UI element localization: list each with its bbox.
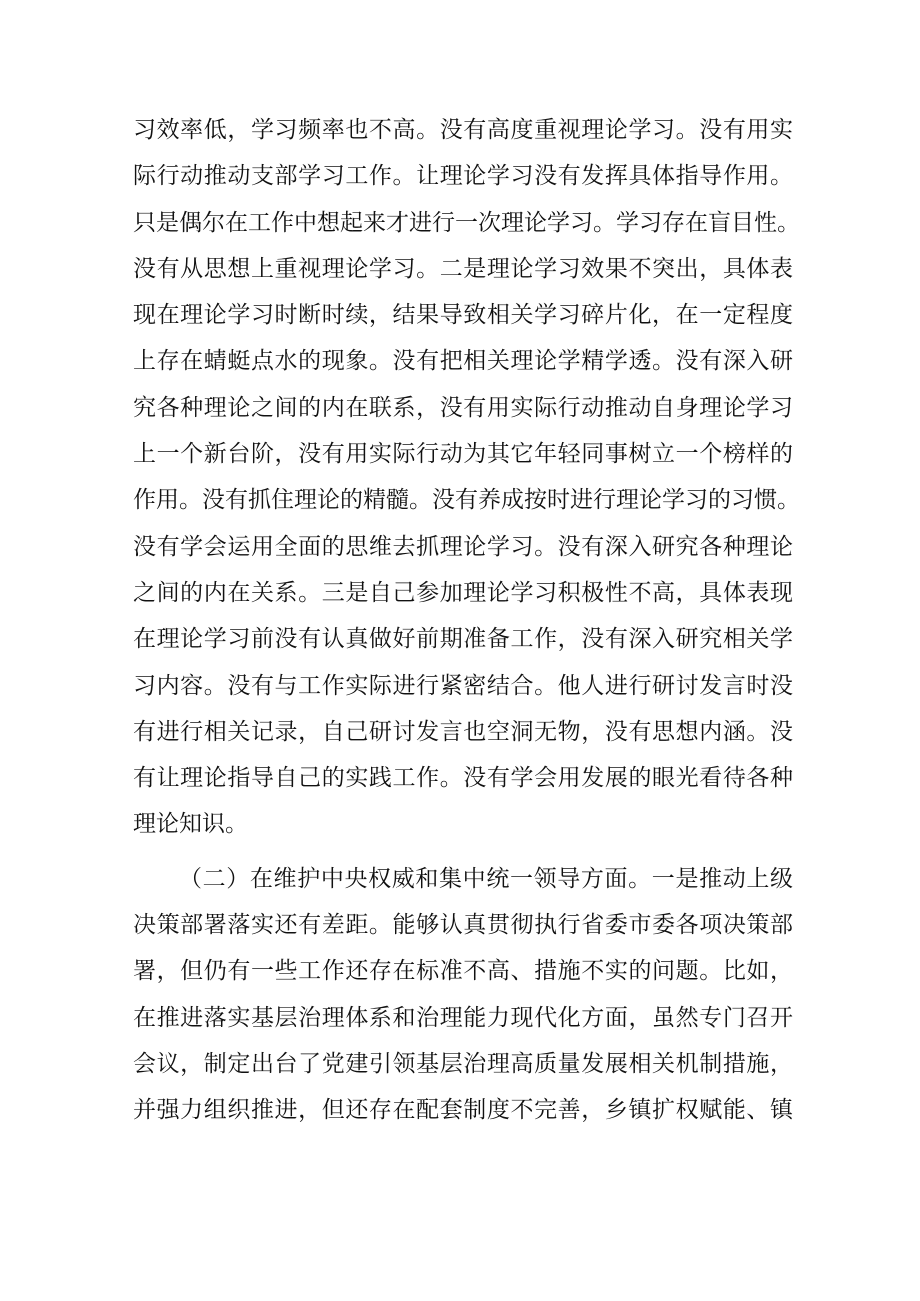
paragraph-gap	[133, 848, 793, 856]
text-line: 理论知识。	[133, 811, 248, 838]
text-line: 现在理论学习时断时续，结果导致相关学习碎片化，在一定程度	[133, 302, 793, 329]
text-line: 没有学会运用全面的思维去抓理论学习。没有深入研究各种理论	[133, 533, 793, 560]
text-line: 作用。没有抓住理论的精髓。没有养成按时进行理论学习的习惯。	[133, 487, 800, 514]
text-line: 在理论学习前没有认真做好前期准备工作，没有深入研究相关学	[133, 626, 793, 653]
paragraph-2	[133, 856, 793, 1134]
document-body	[133, 107, 800, 1134]
text-line: 究各种理论之间的内在联系，没有用实际行动推动自身理论学习	[133, 394, 793, 421]
paragraph-1	[133, 107, 800, 848]
text-line: 只是偶尔在工作中想起来才进行一次理论学习。学习存在盲目性。	[133, 209, 800, 236]
text-line: 上一个新台阶，没有用实际行动为其它年轻同事树立一个榜样的	[133, 441, 793, 468]
text-line: 有进行相关记录，自己研讨发言也空洞无物，没有思想内涵。没	[133, 718, 793, 745]
text-line: 上存在蜻蜓点水的现象。没有把相关理论学精学透。没有深入研	[133, 348, 793, 375]
text-line: 习内容。没有与工作实际进行紧密结合。他人进行研讨发言时没	[133, 672, 793, 699]
text-line: 在推进落实基层治理体系和治理能力现代化方面，虽然专门召开	[133, 1004, 793, 1031]
text-line: 决策部署落实还有差距。能够认真贯彻执行省委市委各项决策部	[133, 912, 793, 939]
text-line: 并强力组织推进，但还存在配套制度不完善，乡镇扩权赋能、镇	[133, 1097, 793, 1124]
text-line: 有让理论指导自己的实践工作。没有学会用发展的眼光看待各种	[133, 765, 793, 792]
text-line: 会议，制定出台了党建引领基层治理高质量发展相关机制措施，	[133, 1050, 793, 1077]
text-line: 际行动推动支部学习工作。让理论学习没有发挥具体指导作用。	[133, 163, 793, 190]
text-line: 没有从思想上重视理论学习。二是理论学习效果不突出，具体表	[133, 255, 793, 282]
text-line: 习效率低，学习频率也不高。没有高度重视理论学习。没有用实	[133, 117, 793, 143]
text-line: 之间的内在关系。三是自己参加理论学习积极性不高，具体表现	[133, 579, 793, 606]
text-line: 署，但仍有一些工作还存在标准不高、措施不实的问题。比如，	[133, 958, 793, 985]
text-line: （二）在维护中央权威和集中统一领导方面。一是推动上级	[179, 865, 793, 892]
